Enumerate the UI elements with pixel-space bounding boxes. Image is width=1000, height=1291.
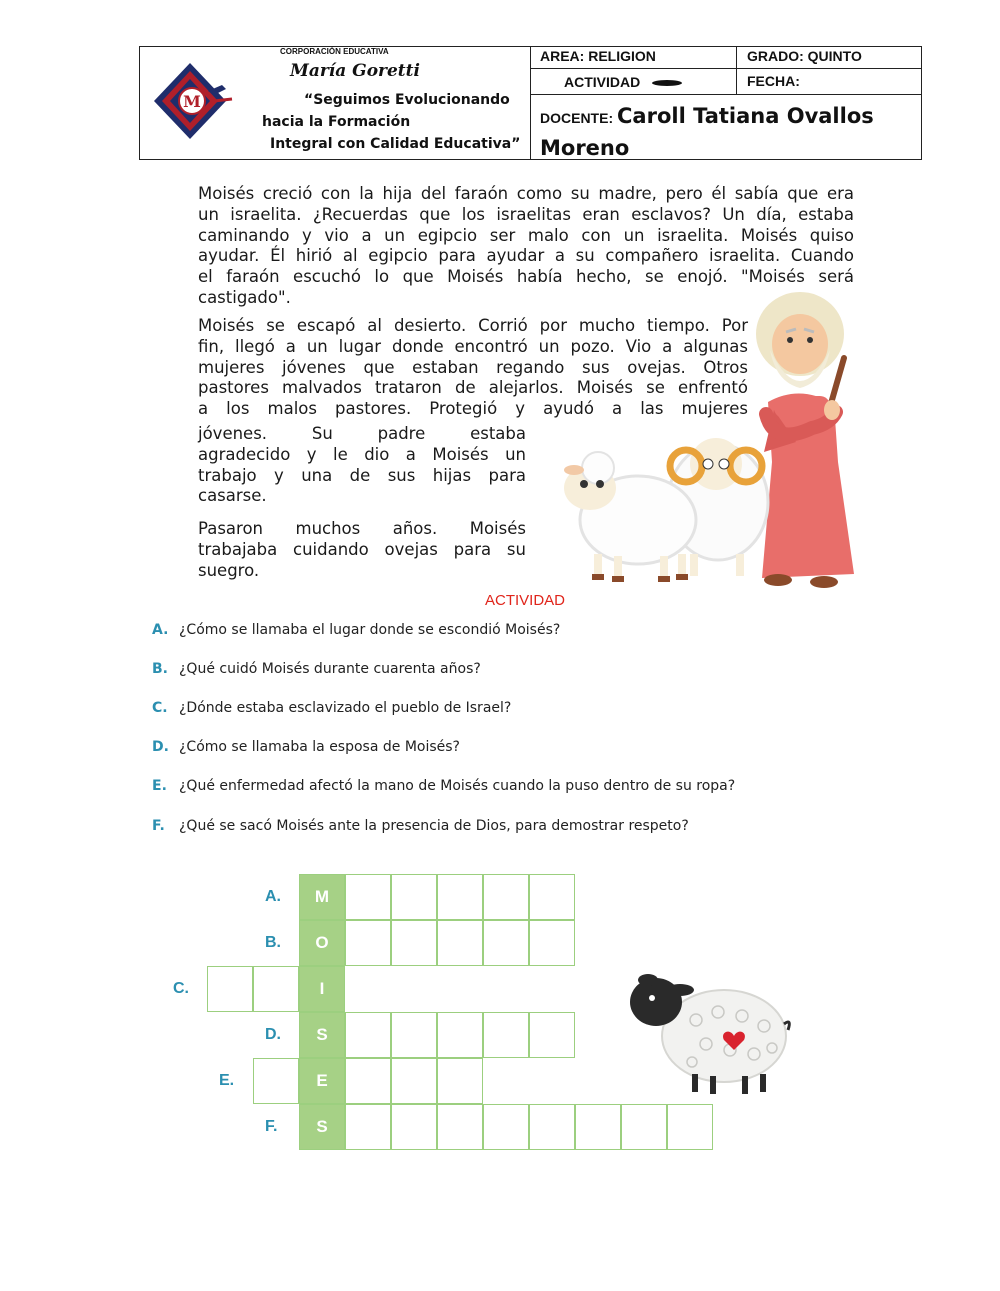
crossword-cell[interactable] xyxy=(437,1058,483,1104)
activity-mark-icon xyxy=(652,80,682,86)
crossword-cell[interactable] xyxy=(529,920,575,966)
question-letter: F. xyxy=(152,818,165,834)
question-letter: A. xyxy=(152,622,169,638)
story-line: pastores malvados trataron de alejarlos. Moisés se enfrentó xyxy=(198,378,748,398)
header-fields xyxy=(530,47,921,159)
motto-line-1: “Seguimos Evolucionando xyxy=(304,92,510,108)
area-field: AREA: RELIGION xyxy=(530,47,737,69)
crossword-cell[interactable] xyxy=(391,874,437,920)
story-line: a los malos pastores. Protegió y ayudó a las mujeres xyxy=(198,399,748,419)
motto-line-2: hacia la Formación xyxy=(262,114,411,130)
story-line: el faraón escuchó lo que Moisés había hecho, se enojó. "Moisés será xyxy=(198,267,854,287)
story-line: castigado". xyxy=(198,287,291,307)
crossword-row-label: B. xyxy=(265,934,281,951)
crossword-cell[interactable] xyxy=(483,1104,529,1150)
crossword-cell[interactable] xyxy=(483,874,529,920)
teacher-name-2: Moreno xyxy=(540,136,630,160)
crossword-cell[interactable] xyxy=(575,1104,621,1150)
story-line: mujeres jóvenes que estaban regando sus ovejas. Otros xyxy=(198,357,748,377)
question-a xyxy=(152,622,560,638)
school-logo xyxy=(152,61,244,141)
question-letter: B. xyxy=(152,661,168,677)
story-line: fin, llegó a un lugar donde encontró un pozo. Vio a algunas xyxy=(198,336,748,356)
crossword-key-cell: M xyxy=(299,874,345,920)
story-line: suegro. xyxy=(198,560,260,580)
story-line: jóvenes. Su padre estaba xyxy=(198,424,526,443)
teacher-field xyxy=(530,95,921,159)
crossword-cell[interactable] xyxy=(529,1012,575,1058)
crossword-cell[interactable] xyxy=(437,874,483,920)
crossword-row-label: D. xyxy=(265,1026,281,1043)
crossword-cell[interactable] xyxy=(391,1058,437,1104)
crossword-cell[interactable] xyxy=(391,1012,437,1058)
crossword-row-label: C. xyxy=(173,980,189,997)
question-c xyxy=(152,700,511,716)
crossword-cell[interactable] xyxy=(667,1104,713,1150)
crossword-row-label: E. xyxy=(219,1072,235,1089)
crossword-key-cell: I xyxy=(299,966,345,1012)
sheep-with-heart-illustration xyxy=(626,964,794,1096)
crossword-cell[interactable] xyxy=(529,874,575,920)
crossword-cell[interactable] xyxy=(529,1104,575,1150)
crossword-row-label: F. xyxy=(265,1118,278,1135)
story-paragraph-1 xyxy=(198,184,854,309)
school-info xyxy=(140,47,531,159)
question-letter: D. xyxy=(152,739,169,755)
crossword-cell[interactable] xyxy=(437,920,483,966)
crossword-key-cell: E xyxy=(299,1058,345,1104)
question-d xyxy=(152,739,460,755)
story-line: un israelita. ¿Recuerdas que los israelitas eran esclavos? Un día, estaba xyxy=(198,204,854,224)
story-line: Moisés se escapó al desierto. Corrió por mucho tiempo. Por xyxy=(198,316,748,335)
crossword-cell[interactable] xyxy=(253,1058,299,1104)
crossword-key-cell: S xyxy=(299,1104,345,1150)
school-name: María Goretti xyxy=(290,61,420,81)
story-line: Pasaron muchos años. Moisés xyxy=(198,519,526,538)
story-line: casarse. xyxy=(198,486,267,506)
story-line: caminando y vio a un egipcio ser malo con un israelita. Moisés quiso xyxy=(198,225,854,245)
crossword-cell[interactable] xyxy=(207,966,253,1012)
question-text: ¿Cómo se llamaba la esposa de Moisés? xyxy=(179,739,460,755)
teacher-name-1: Caroll Tatiana Ovallos xyxy=(617,104,874,128)
crossword-cell[interactable] xyxy=(437,1104,483,1150)
story-line: Moisés creció con la hija del faraón como su madre, pero él sabía que era xyxy=(198,184,854,203)
crossword-row-label: A. xyxy=(265,888,281,905)
crossword-cell[interactable] xyxy=(391,920,437,966)
question-letter: E. xyxy=(152,778,167,794)
date-field: FECHA: xyxy=(737,69,921,95)
crossword-cell[interactable] xyxy=(253,966,299,1012)
grade-field: GRADO: QUINTO xyxy=(737,47,921,69)
question-text: ¿Qué se sacó Moisés ante la presencia de Dios, para demostrar respeto? xyxy=(179,818,689,834)
story-line: trabajaba cuidando ovejas para su xyxy=(198,539,526,559)
crossword-cell[interactable] xyxy=(345,1104,391,1150)
moses-and-sheep-illustration xyxy=(538,292,860,588)
crossword-cell[interactable] xyxy=(345,1058,391,1104)
question-f xyxy=(152,818,689,834)
question-text: ¿Dónde estaba esclavizado el pueblo de Israel? xyxy=(179,700,512,716)
header-table xyxy=(139,46,922,160)
question-b xyxy=(152,661,481,677)
activity-field xyxy=(530,69,737,95)
crossword-cell[interactable] xyxy=(345,874,391,920)
story-paragraph-2b xyxy=(198,424,526,507)
crossword-cell[interactable] xyxy=(391,1104,437,1150)
crossword-cell[interactable] xyxy=(483,1012,529,1058)
story-line: trabajo y una de sus hijas para xyxy=(198,465,526,485)
crossword-cell[interactable] xyxy=(437,1012,483,1058)
crossword-cell[interactable] xyxy=(345,920,391,966)
story-line: ayudar. Él hirió al egipcio para ayudar a su compañero israelita. Cuando xyxy=(198,246,854,266)
activity-label: ACTIVIDAD xyxy=(564,73,641,90)
crossword-cell[interactable] xyxy=(345,1012,391,1058)
motto-line-3: Integral con Calidad Educativa” xyxy=(270,136,521,152)
question-text: ¿Cómo se llamaba el lugar donde se escondió Moisés? xyxy=(179,622,561,638)
svg-text:M: M xyxy=(183,92,201,111)
story-paragraph-3 xyxy=(198,519,526,581)
teacher-label: DOCENTE: xyxy=(540,110,614,126)
crossword-cell[interactable] xyxy=(621,1104,667,1150)
corporation-text: CORPORACIÓN EDUCATIVA xyxy=(280,47,389,56)
question-e xyxy=(152,778,735,794)
story-line: agradecido y le dio a Moisés un xyxy=(198,444,526,464)
question-text: ¿Qué cuidó Moisés durante cuarenta años? xyxy=(179,661,481,677)
crossword-cell[interactable] xyxy=(483,920,529,966)
question-text: ¿Qué enfermedad afectó la mano de Moisés cuando la puso dentro de su ropa? xyxy=(179,778,736,794)
activity-title: ACTIVIDAD xyxy=(485,592,566,609)
crossword-key-cell: O xyxy=(299,920,345,966)
crossword-key-cell: S xyxy=(299,1012,345,1058)
question-letter: C. xyxy=(152,700,168,716)
